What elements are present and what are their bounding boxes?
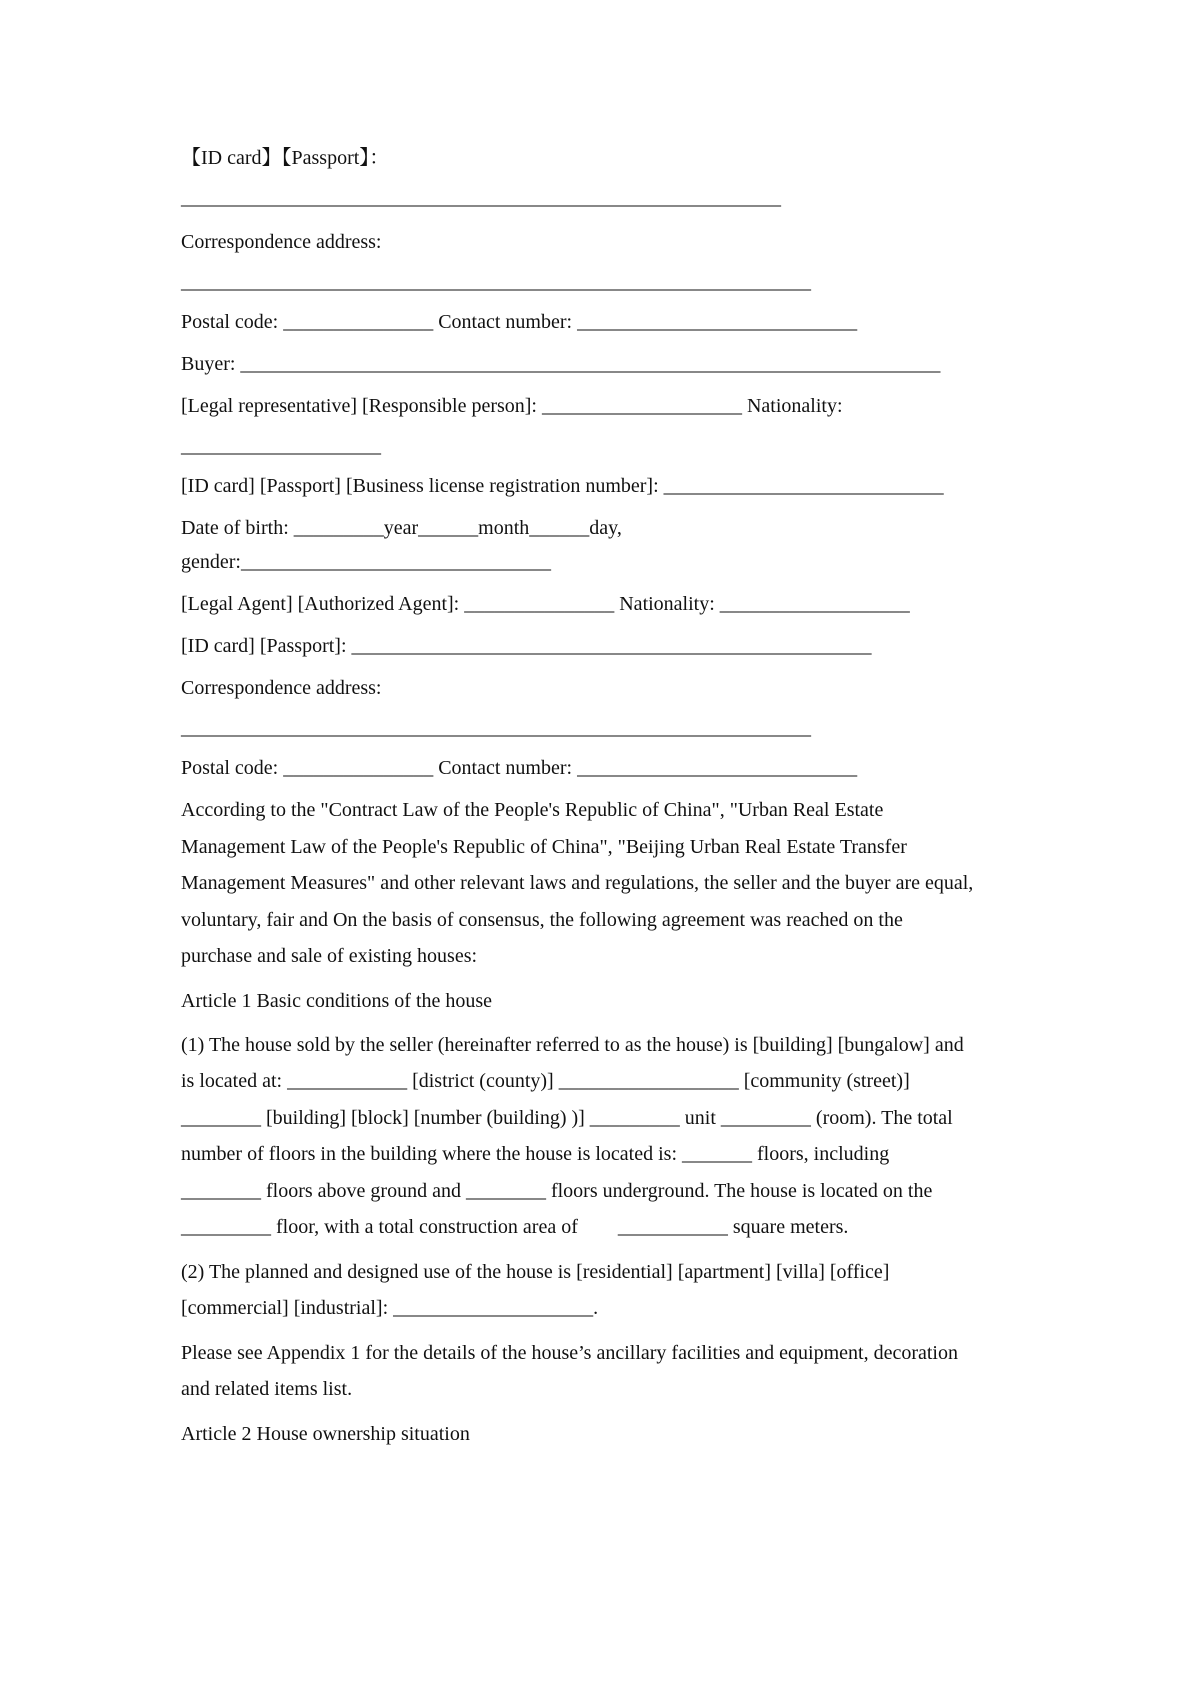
clause-line: (2) The planned and designed use of the house is [residential] [apartment] [villa] [office] [181,1260,890,1283]
seller-address-blank: _______________________________________________________________ [181,271,811,293]
agent-id-line: [ID card] [Passport]: ____________________________________________________ [181,635,872,657]
clause-2-paragraph [181,1254,1031,1327]
preamble-line: Management Measures" and other relevant laws and regulations, the seller and the buyer are equal, [181,872,974,894]
preamble-line: voluntary, fair and On the basis of consensus, the following agreement was reached on the [181,908,903,931]
preamble-line: purchase and sale of existing houses: [181,945,478,967]
preamble-line: Management Law of the People's Republic of China", "Beijing Urban Real Estate Transfer [181,835,907,858]
buyer-id-line: [ID card] [Passport] [Business license registration number]: ____________________________ [181,475,944,497]
clause-line: _________ floor, with a total construction area of ___________ square meters. [181,1216,849,1238]
preamble-line: According to the "Contract Law of the People's Republic of China", "Urban Real Estate [181,799,884,821]
buyer-gender-line: gender:_______________________________ [181,551,551,573]
seller-id-label: 【ID card】【Passport】： [181,147,390,169]
buyer-nationality-blank: ____________________ [181,435,381,457]
agent-address-label: Correspondence address: [181,677,382,699]
appendix-note-paragraph [181,1335,1031,1408]
seller-postal-contact: Postal code: _______________ Contact number: ____________________________ [181,311,858,333]
clause-1-paragraph [181,1027,1031,1246]
article-1-title: Article 1 Basic conditions of the house [181,989,493,1012]
contract-page [181,140,1031,1452]
seller-address-label: Correspondence address: [181,231,382,253]
buyer-birth-line: Date of birth: _________year______month______day, [181,517,622,539]
preamble-paragraph [181,792,1031,975]
agent-line: [Legal Agent] [Authorized Agent]: _______________ Nationality: ___________________ [181,593,910,615]
clause-line: ________ [building] [block] [number (building) )] _________ unit _________ (room). The total [181,1106,953,1129]
clause-line: ________ floors above ground and ________ floors underground. The house is located on the [181,1179,933,1202]
seller-id-blank: ____________________________________________________________ [181,187,781,209]
buyer-legal-rep-line: [Legal representative] [Responsible person]: ____________________ Nationality: [181,395,843,417]
appendix-line: and related items list. [181,1378,353,1400]
buyer-line: Buyer: ______________________________________________________________________ [181,353,941,375]
clause-line: (1) The house sold by the seller (hereinafter referred to as the house) is [building] [bungalow] and [181,1033,964,1056]
agent-postal-contact: Postal code: _______________ Contact number: ____________________________ [181,757,858,779]
clause-line: number of floors in the building where the house is located is: _______ floors, including [181,1143,890,1165]
appendix-line: Please see Appendix 1 for the details of the house’s ancillary facilities and equipment, decoration [181,1341,958,1364]
article-2-title: Article 2 House ownership situation [181,1422,470,1445]
agent-address-blank: _______________________________________________________________ [181,717,811,739]
clause-line: is located at: ____________ [district (county)] __________________ [community (street)] [181,1070,910,1092]
clause-line: [commercial] [industrial]: ____________________. [181,1297,599,1319]
